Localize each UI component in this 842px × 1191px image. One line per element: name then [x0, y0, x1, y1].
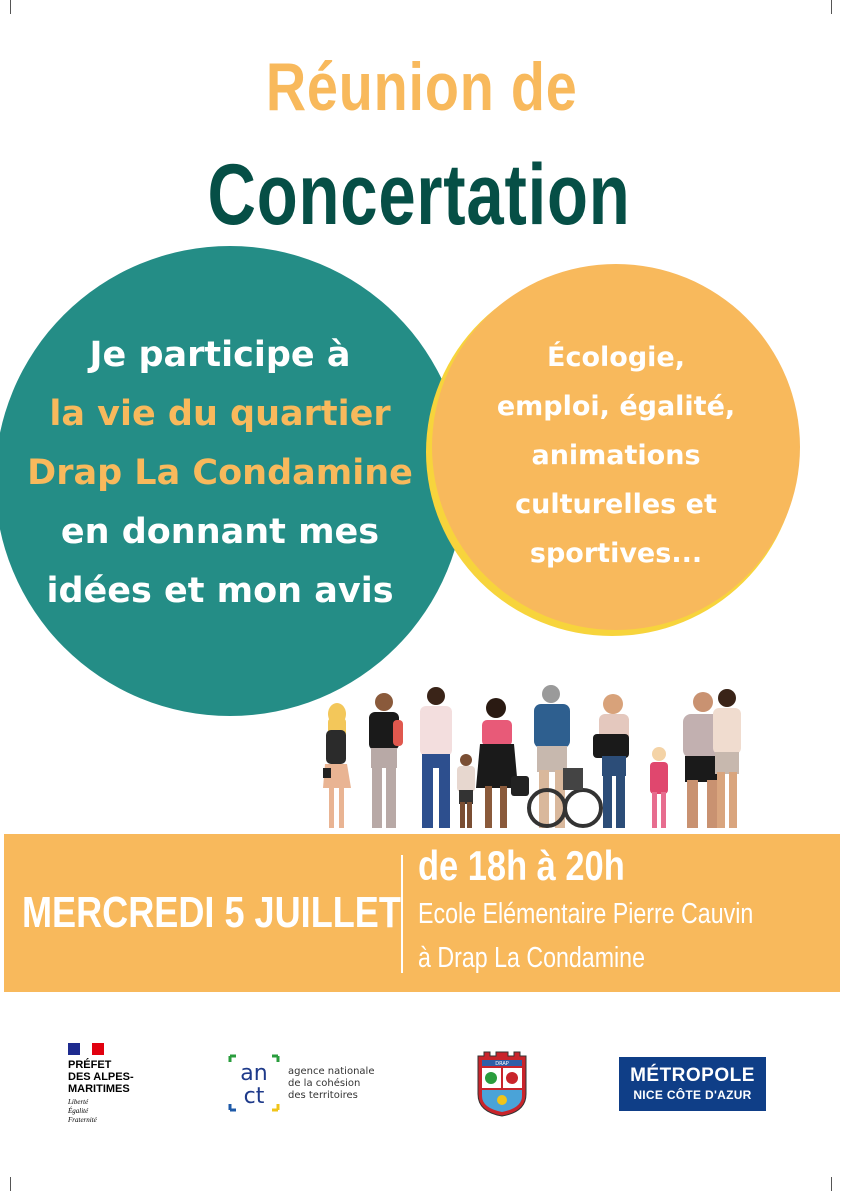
orange-line-5: sportives...	[529, 538, 703, 569]
teal-line-5: idées et mon avis	[46, 571, 394, 611]
crop-mark-bottom-right	[831, 1177, 832, 1191]
person-6	[529, 685, 601, 828]
teal-line-2: la vie du quartier	[49, 394, 391, 434]
teal-circle-text	[0, 326, 440, 621]
prefet-name: PRÉFET DES ALPES- MARITIMES	[68, 1059, 134, 1095]
metropole-logo	[619, 1057, 766, 1111]
crop-mark-top-left	[10, 0, 11, 14]
teal-line-1: Je participe à	[89, 335, 351, 375]
event-date: MERCREDI 5 JUILLET	[22, 888, 401, 937]
event-time: de 18h à 20h	[418, 842, 625, 889]
anct-mark-icon	[228, 1054, 280, 1112]
event-place-line-2: à Drap La Condamine	[418, 942, 645, 974]
teal-line-3: Drap La Condamine	[27, 453, 413, 493]
person-1	[323, 703, 351, 828]
person-10	[713, 689, 741, 828]
banner-separator	[401, 855, 403, 973]
prefet-logo	[68, 1043, 178, 1133]
title-line-1: Réunion de	[265, 49, 578, 125]
anct-logo	[228, 1054, 398, 1114]
person-2	[369, 693, 403, 828]
orange-circle-text	[432, 333, 800, 578]
person-5	[476, 698, 529, 828]
metropole-line-1: MÉTROPOLE	[630, 1065, 755, 1086]
event-place-line-1: Ecole Elémentaire Pierre Cauvin	[418, 898, 754, 930]
metropole-line-2: NICE CÔTE D'AZUR	[633, 1088, 752, 1102]
anct-mark-bottom: ct	[243, 1084, 265, 1109]
prefet-motto: Liberté Égalité Fraternité	[68, 1098, 97, 1124]
person-4	[457, 754, 475, 828]
title-line-2: Concertation	[207, 147, 631, 243]
anct-mark-top: an	[240, 1061, 268, 1086]
drap-coat-of-arms-icon	[476, 1050, 528, 1118]
orange-line-2: emploi, égalité,	[496, 391, 736, 422]
person-8	[650, 747, 668, 828]
crop-mark-bottom-left	[10, 1177, 11, 1191]
teal-line-4: en donnant mes	[60, 512, 380, 552]
marianne-flag-icon	[68, 1043, 104, 1055]
anct-text: agence nationale de la cohésion des territoires	[288, 1066, 375, 1101]
crop-mark-top-right	[831, 0, 832, 14]
person-3	[420, 687, 452, 828]
people-illustration	[315, 680, 755, 840]
orange-line-4: culturelles et	[515, 489, 717, 520]
person-7	[593, 694, 629, 828]
drap-label: DRAP	[495, 1061, 509, 1067]
orange-line-3: animations	[531, 440, 701, 471]
orange-line-1: Écologie,	[547, 342, 685, 373]
